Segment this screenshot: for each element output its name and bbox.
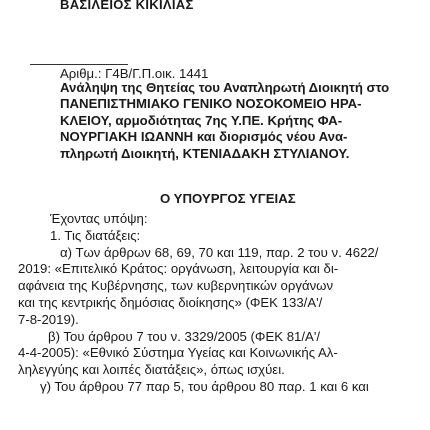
- body-line: Έχοντας υπόψη:: [50, 211, 148, 226]
- decision-title-line: Ανάληψη της Θητείας του Αναπληρωτή Διοικητή στο: [60, 80, 390, 95]
- reference-rule: [30, 64, 128, 65]
- decision-title-line: πληρωτή Διοικητή, ΚΤΕΝΙΑΔΑΚΗ ΣΤΥΛΙΑΝΟΥ.: [60, 145, 350, 161]
- body-line: β) Του άρθρου 7 του ν. 3329/2005 (ΦΕΚ 81/Α'/: [48, 328, 321, 344]
- body-line: γ) Του άρθρου 77 παρ 5, του άρθρου 80 παρ. 1 και 6 και: [40, 378, 369, 394]
- decision-reference-number: Αριθμ.: Γ4Β/Γ.Π.οικ. 1441: [60, 66, 209, 81]
- signatory-name: ΒΑΣΙΛΕΙΟΣ ΚΙΚΙΛΙΑΣ: [60, 0, 194, 12]
- body-text: [18, 211, 430, 396]
- decision-title-line: ΠΑΝΕΠΙΣΤΗΜΙΑΚΟ ΓΕΝΙΚΟ ΝΟΣΟΚΟΜΕΙΟ ΗΡΑ-: [60, 96, 362, 112]
- body-line: 1. Τις διατάξεις:: [50, 227, 141, 243]
- body-line: και της κεντρικής δημόσιας διοίκησης» (ΦΕΚ 133/Α'/: [18, 294, 323, 310]
- body-line: αφάνεια της Κυβέρνησης, των κυβερνητικών οργάνων: [18, 278, 334, 294]
- body-line: ληλεγγύης και λοιπές διατάξεις», όπως ισχύει.: [18, 362, 285, 378]
- body-line: α) Των άρθρων 68, 69, 70 και 119, παρ. 2 του ν. 4622/: [60, 244, 379, 260]
- decision-title-line: ΚΛΕΙΟΥ, αρμοδιότητας 7ης Υ.ΠΕ. Κρήτης ΦΑ-: [60, 112, 343, 128]
- decision-title: [60, 80, 428, 162]
- body-line: 7-8-2019).: [18, 311, 79, 327]
- issuing-authority: Ο ΥΠΟΥΡΓΟΣ ΥΓΕΙΑΣ: [160, 191, 296, 206]
- decision-title-line: ΝΟΥΡΓΙΑΚΗ ΙΩΑΝΝΗ και διορισμός νέου Ανα-: [60, 129, 348, 145]
- body-line: 4-4-2005): «Εθνικό Σύστημα Υγείας και Κοινωνικής Αλ-: [18, 345, 338, 361]
- body-line: 2019: «Επιτελικό Κράτος: οργάνωση, λειτουργία και δι-: [18, 261, 339, 277]
